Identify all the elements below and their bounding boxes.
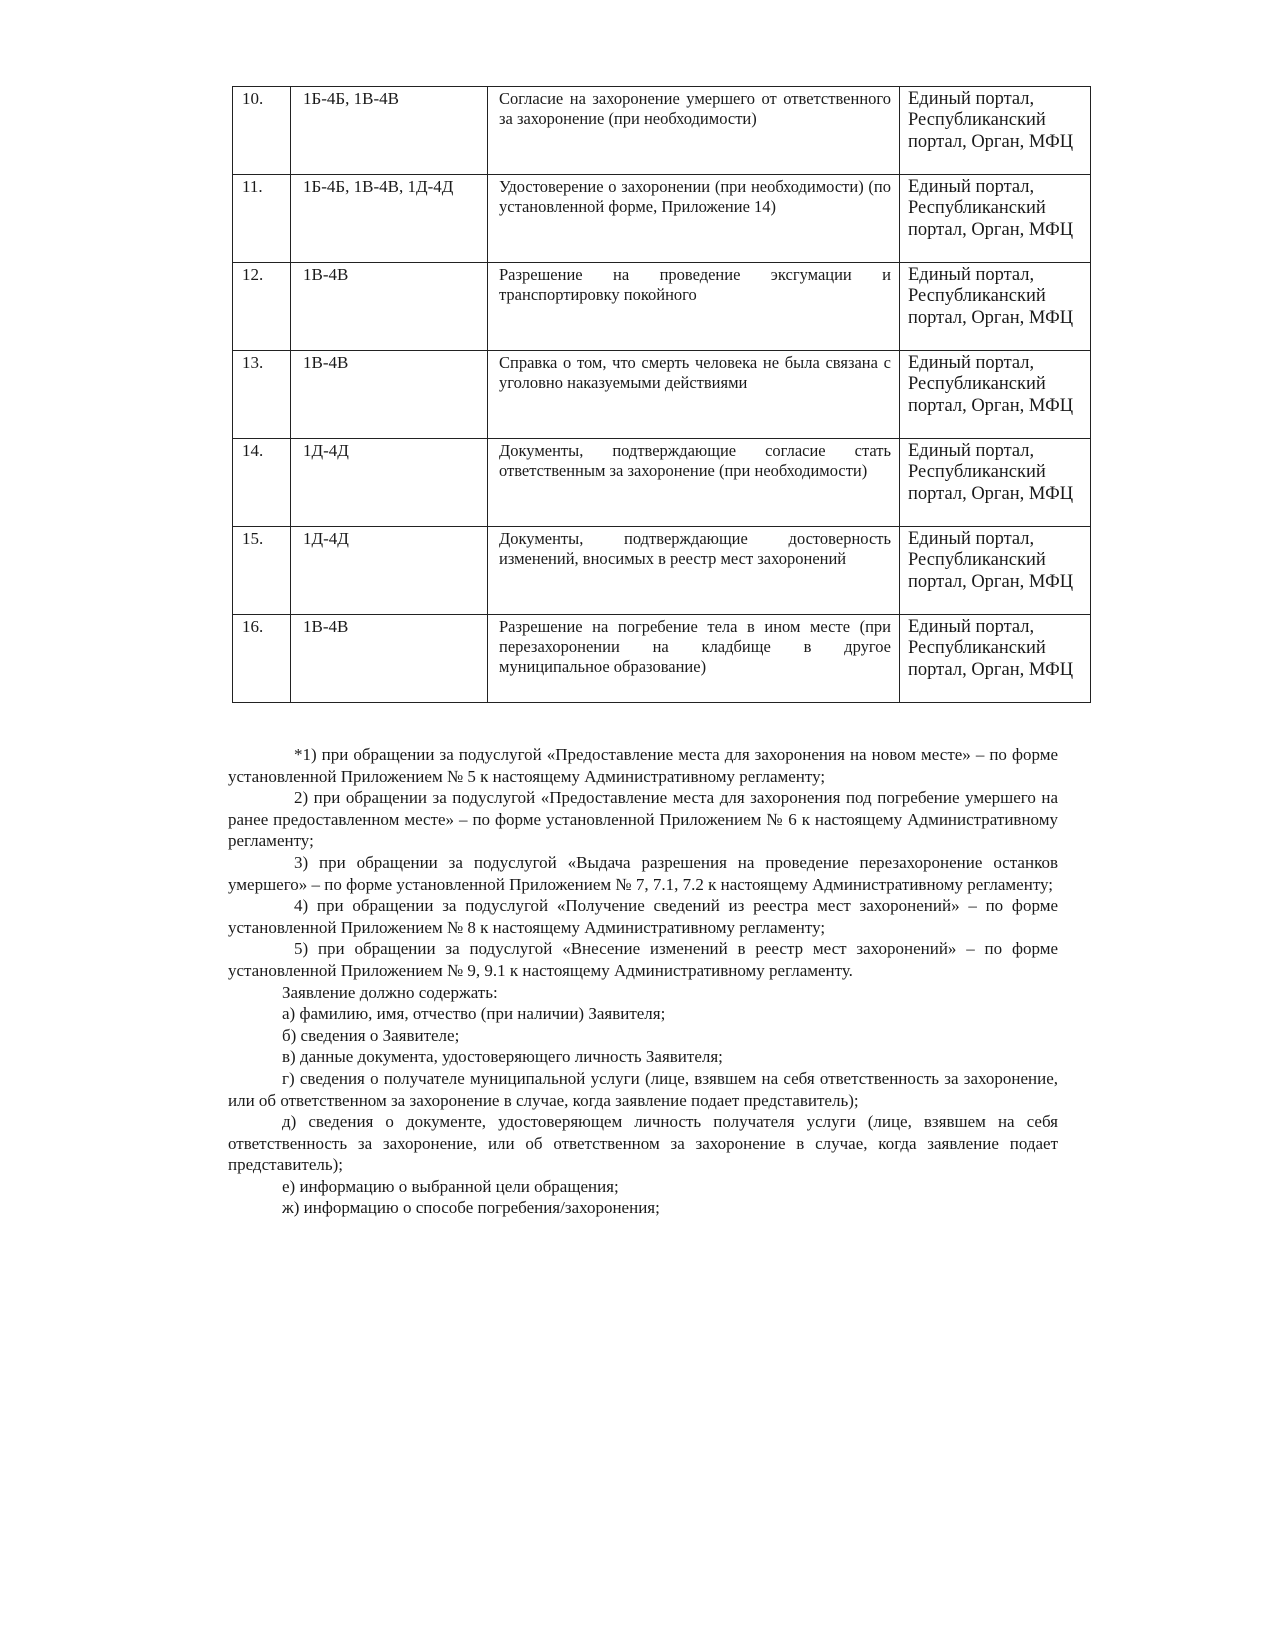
row-source: Единый портал, Республиканский портал, Орган, МФЦ <box>900 351 1091 439</box>
row-number: 16. <box>233 615 291 703</box>
table-row <box>233 351 1091 439</box>
row-codes: 1В-4В <box>291 615 488 703</box>
row-source: Единый портал, Республиканский портал, Орган, МФЦ <box>900 175 1091 263</box>
notes-section <box>228 744 1058 1219</box>
row-description: Справка о том, что смерть человека не была связана с уголовно наказуемыми действиями <box>488 351 900 439</box>
list-item: е) информацию о выбранной цели обращения; <box>282 1176 619 1196</box>
row-codes: 1Б-4Б, 1В-4В, 1Д-4Д <box>291 175 488 263</box>
note-paragraph: 5) при обращении за подуслугой «Внесение изменений в реестр мест захоронений» – по форме установленной Приложением № 9, 9.1 к настоящему Административному регламенту. <box>228 939 1058 980</box>
row-source: Единый портал, Республиканский портал, Орган, МФЦ <box>900 527 1091 615</box>
row-description: Разрешение на проведение эксгумации и транспортировку покойного <box>488 263 900 351</box>
note-paragraph: 4) при обращении за подуслугой «Получение сведений из реестра мест захоронений» – по форме установленной Приложением № 8 к настоящему Административному регламенту; <box>228 896 1058 937</box>
list-item: д) сведения о документе, удостоверяющем личность получателя услуги (лице, взявшем на себя ответственность за захоронение, или об ответственном за захоронение в случае, когда заявление подает представитель); <box>228 1112 1058 1175</box>
table-row <box>233 527 1091 615</box>
row-description: Документы, подтверждающие согласие стать ответственным за захоронение (при необходимости) <box>488 439 900 527</box>
table-row <box>233 87 1091 175</box>
row-source: Единый портал, Республиканский портал, Орган, МФЦ <box>900 263 1091 351</box>
row-number: 10. <box>233 87 291 175</box>
table-row <box>233 615 1091 703</box>
list-item: б) сведения о Заявителе; <box>282 1025 460 1045</box>
row-number: 15. <box>233 527 291 615</box>
row-codes: 1В-4В <box>291 351 488 439</box>
list-item: г) сведения о получателе муниципальной услуги (лице, взявшем на себя ответственность за захоронение, или об ответственном за захоронение в случае, когда заявление подает представитель); <box>228 1068 1058 1110</box>
row-codes: 1Б-4Б, 1В-4В <box>291 87 488 175</box>
row-description: Разрешение на погребение тела в ином месте (при перезахоронении на кладбище в другое муниципальное образование) <box>488 615 900 703</box>
note-paragraph: *1) при обращении за подуслугой «Предоставление места для захоронения на новом месте» – по форме установленной Приложением № 5 к настоящему Административному регламенту; <box>228 745 1058 786</box>
note-paragraph: 2) при обращении за подуслугой «Предоставление места для захоронения под погребение умершего на ранее предоставленном месте» – по форме установленной Приложением № 6 к настоящему Административному регламенту; <box>228 788 1058 851</box>
row-source: Единый портал, Республиканский портал, Орган, МФЦ <box>900 439 1091 527</box>
row-codes: 1Д-4Д <box>291 439 488 527</box>
row-number: 11. <box>233 175 291 263</box>
statement-intro: Заявление должно содержать: <box>282 982 498 1002</box>
row-codes: 1Д-4Д <box>291 527 488 615</box>
table-row <box>233 175 1091 263</box>
row-number: 14. <box>233 439 291 527</box>
table-row <box>233 263 1091 351</box>
row-source: Единый портал, Республиканский портал, Орган, МФЦ <box>900 87 1091 175</box>
list-item: в) данные документа, удостоверяющего личность Заявителя; <box>282 1047 723 1067</box>
row-number: 13. <box>233 351 291 439</box>
row-codes: 1В-4В <box>291 263 488 351</box>
row-description: Согласие на захоронение умершего от ответственного за захоронение (при необходимости) <box>488 87 900 175</box>
table-row <box>233 439 1091 527</box>
row-source: Единый портал, Республиканский портал, Орган, МФЦ <box>900 615 1091 703</box>
row-number: 12. <box>233 263 291 351</box>
documents-table <box>232 86 1091 703</box>
note-paragraph: 3) при обращении за подуслугой «Выдача разрешения на проведение перезахоронение останков умершего» – по форме установленной Приложением № 7, 7.1, 7.2 к настоящему Административному регламенту; <box>228 852 1058 894</box>
list-item: а) фамилию, имя, отчество (при наличии) Заявителя; <box>282 1004 666 1024</box>
row-description: Документы, подтверждающие достоверность изменений, вносимых в реестр мест захоронений <box>488 527 900 615</box>
list-item: ж) информацию о способе погребения/захоронения; <box>282 1198 660 1218</box>
row-description: Удостоверение о захоронении (при необходимости) (по установленной форме, Приложение 14) <box>488 175 900 263</box>
